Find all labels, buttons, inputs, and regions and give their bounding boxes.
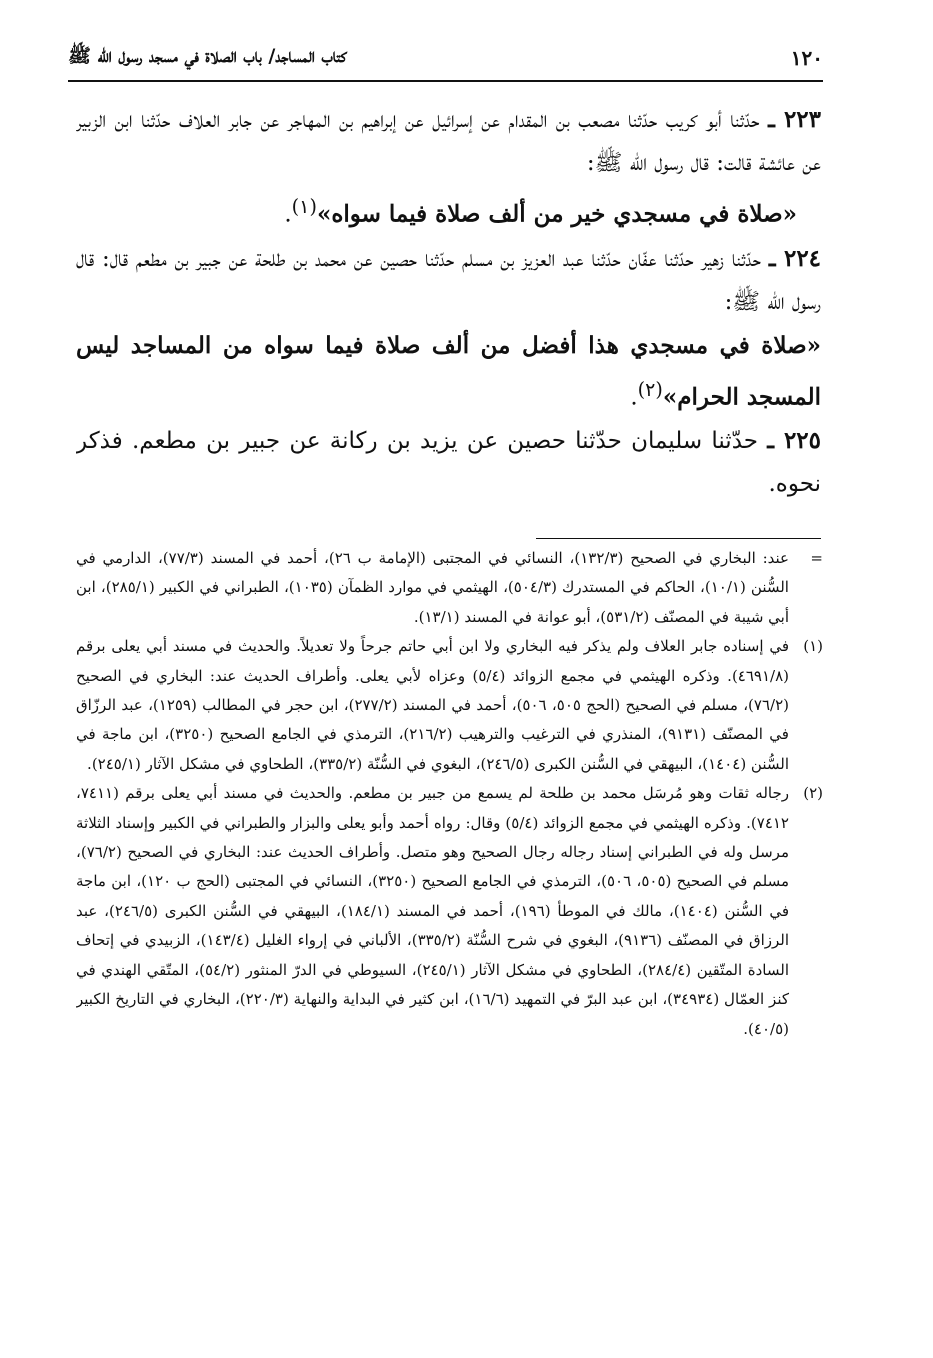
hadith-chain: حدّثنا زهير حدّثنا عفّان حدّثنا عبد العزيز بن مسلم حدّثنا حصين عن محمد بن طلحة عن جبير بن مطعم قال: قال رسول الله ﷺ:: [76, 245, 821, 315]
page-number: ١٢٠: [790, 46, 823, 70]
footnote-ref: (١): [291, 195, 317, 218]
hadith-chain: حدّثنا أبو كريب حدّثنا مصعب بن المقدام عن إسرائيل عن إبراهيم بن المهاجر عن جابر العلاف حدّثنا ابن الزبير عن عائشة قالت: قال رسول الله ﷺ:: [76, 107, 821, 176]
sentence-end: .: [284, 201, 292, 228]
hadith-chain: حدّثنا سليمان حدّثنا حصين عن يزيد بن ركانة عن جبير بن مطعم. فذكر نحوه.: [76, 428, 821, 498]
header-rule: [68, 80, 823, 82]
footnote-marker: =: [810, 549, 823, 567]
footnote-text: عند: البخاري في الصحيح (١٣٢/٣)، النسائي في المجتبى (الإمامة ب ٢٦)، أحمد في المسند (٧٧/٣)، الدارمي في السُّنن (١٠/١)، الحاكم في المستدرك (٥٠٤/٣)، الهيثمي في موارد الظمآن (١٠٣٥)، الطبراني في الكبير (٢٨٥/١)، ابن أبي شيبة في المصنّف (٥٣١/٢)، أبو عوانة في المسند (١٣/١).: [76, 549, 789, 626]
hadith-224-matn: [76, 324, 821, 420]
hadith-number: ٢٢٥ ـ: [767, 427, 821, 455]
hadith-number: ٢٢٤ ـ: [768, 244, 821, 272]
footnote-text: في إسناده جابر العلاف ولم يذكر فيه البخاري ولا ابن أبي حاتم جرحاً ولا تعديلاً. والحديث في مسند أبي يعلى برقم (٤٦٩١/٨). وذكره الهيثمي في مجمع الزوائد (٥/٤) وعزاه لأبي يعلى. وأطراف الحديث عند: البخاري في الصحيح (٧٦/٢)، مسلم في الصحيح (الحج ٥٠٥، ٥٠٦)، أحمد في المسند (٢٧٧/٢)، ابن حجر في المطالب (١٢٥٩)، عبد الرزّاق في المصنّف (٩١٣١)، المنذري في الترغيب والترهيب (٢١٦/٢)، الترمذي في الجامع الصحيح (٣٢٥٠)، ابن ماجة في السُّنن (١٤٠٤)، البيهقي في السُّنن الكبرى (٢٤٦/٥)، البغوي في السُّنّة (٣٣٥/٢)، الطحاوي في مشكل الآثار (٢٤٥/١).: [76, 637, 789, 773]
hadith-225: [76, 419, 821, 506]
running-header: [68, 38, 823, 78]
footnotes: [76, 544, 823, 1334]
footnote-marker: (١): [803, 637, 823, 656]
hadith-223: [76, 98, 821, 185]
sentence-end: .: [630, 384, 638, 411]
hadith-quote: «صلاة في مسجدي هذا أفضل من ألف صلاة فيما سواه من المساجد ليس المسجد الحرام»: [76, 331, 821, 411]
hadith-224: [76, 237, 821, 324]
footnote-marker: (٢): [803, 784, 823, 803]
main-text: [76, 98, 821, 528]
footnote-ref: (٢): [637, 377, 663, 401]
hadith-223-matn: [76, 185, 821, 237]
hadith-number: ٢٢٣ ـ: [768, 106, 821, 133]
footnote-2: [76, 779, 823, 1044]
running-header-title: كتاب المساجد/ باب الصلاة في مسجد رسول الله ﷺ: [68, 45, 347, 67]
footnote-text: رجاله ثقات وهو مُرسَل محمد بن طلحة لم يسمع من جبير بن مطعم. والحديث في مسند أبي يعلى برقم (٧٤١١، ٧٤١٢). وذكره الهيثمي في مجمع الزوائد (٥/٤) وقال: رواه أحمد وأبو يعلى والبزار والطبراني في الكبير وإسناد الثلاثة مرسل وله في الطبراني إسناد رجاله رجال الصحيح وهو متصل. وأطراف الحديث عند: البخاري في الصحيح (٧٦/٢)، مسلم في الصحيح (٥٠٥، ٥٠٦)، الترمذي في الجامع الصحيح (٣٢٥٠)، النسائي في المجتبى (الحج ب ١٢٠)، ابن ماجة في السُّنن (١٤٠٤)، مالك في الموطأ (١٩٦)، أحمد في المسند (١٨٤/١)، البيهقي في السُّنن الكبرى (٢٤٦/٥)، عبد الرزاق في المصنّف (٩١٣٦)، البغوي في شرح السُّنّة (٣٣٥/٢)، الألباني في إرواء الغليل (١٤٣/٤)، الزبيدي في إتحاف السادة المتّقين (٢٨٤/٤)، الطحاوي في مشكل الآثار (٢٤٥/١)، السيوطي في الدرّ المنثور (٥٤/٢)، المتّقي الهندي في كنز العمّال (٣٤٩٣٤)، ابن عبد البرّ في التمهيد (١٦/٦)، ابن كثير في البداية والنهاية (٢٢٠/٣)، البخاري في التاريخ الكبير (٤٠/٥).: [76, 784, 790, 1038]
hadith-quote: «صلاة في مسجدي خير من ألف صلاة فيما سواه»: [316, 200, 797, 228]
footnote-1: [76, 632, 823, 779]
footnote-continued: [76, 544, 823, 632]
footnote-separator: [536, 538, 821, 539]
